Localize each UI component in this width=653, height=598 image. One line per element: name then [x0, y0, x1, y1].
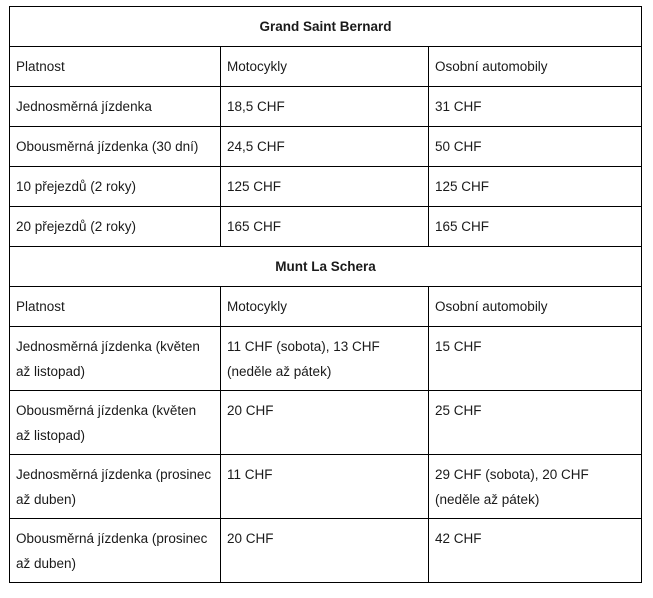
table-row: [10, 327, 642, 391]
motorcycle-price-cell: 11 CHF: [221, 455, 429, 519]
motorcycle-price-cell: 11 CHF (sobota), 13 CHF (neděle až pátek): [221, 327, 429, 391]
table-row: [10, 167, 642, 207]
validity-cell: Jednosměrná jízdenka (květen až listopad): [10, 327, 221, 391]
motorcycle-price-cell: 18,5 CHF: [221, 87, 429, 127]
motorcycle-price-cell: 165 CHF: [221, 207, 429, 247]
column-header-validity: Platnost: [10, 287, 221, 327]
car-price-cell: 125 CHF: [429, 167, 642, 207]
column-header-row: [10, 287, 642, 327]
table-row: [10, 87, 642, 127]
section-header-grand-saint-bernard: [10, 7, 642, 47]
validity-cell: Jednosměrná jízdenka (prosinec až duben): [10, 455, 221, 519]
car-price-cell: 25 CHF: [429, 391, 642, 455]
car-price-cell: 50 CHF: [429, 127, 642, 167]
car-price-cell: 165 CHF: [429, 207, 642, 247]
motorcycle-price-cell: 20 CHF: [221, 391, 429, 455]
validity-cell: Jednosměrná jízdenka: [10, 87, 221, 127]
section-title: Munt La Schera: [10, 247, 642, 287]
table-row: [10, 519, 642, 583]
car-price-cell: 42 CHF: [429, 519, 642, 583]
toll-fee-table: [9, 6, 642, 583]
car-price-cell: 29 CHF (sobota), 20 CHF (neděle až pátek): [429, 455, 642, 519]
column-header-motorcycles: Motocykly: [221, 287, 429, 327]
motorcycle-price-cell: 20 CHF: [221, 519, 429, 583]
motorcycle-price-cell: 24,5 CHF: [221, 127, 429, 167]
table-row: [10, 127, 642, 167]
car-price-cell: 15 CHF: [429, 327, 642, 391]
section-title: Grand Saint Bernard: [10, 7, 642, 47]
column-header-cars: Osobní automobily: [429, 287, 642, 327]
validity-cell: 10 přejezdů (2 roky): [10, 167, 221, 207]
column-header-motorcycles: Motocykly: [221, 47, 429, 87]
motorcycle-price-cell: 125 CHF: [221, 167, 429, 207]
car-price-cell: 31 CHF: [429, 87, 642, 127]
validity-cell: Obousměrná jízdenka (prosinec až duben): [10, 519, 221, 583]
table-row: [10, 391, 642, 455]
table-row: [10, 207, 642, 247]
validity-cell: Obousměrná jízdenka (květen až listopad): [10, 391, 221, 455]
column-header-validity: Platnost: [10, 47, 221, 87]
table-row: [10, 455, 642, 519]
column-header-cars: Osobní automobily: [429, 47, 642, 87]
column-header-row: [10, 47, 642, 87]
section-header-munt-la-schera: [10, 247, 642, 287]
validity-cell: 20 přejezdů (2 roky): [10, 207, 221, 247]
validity-cell: Obousměrná jízdenka (30 dní): [10, 127, 221, 167]
